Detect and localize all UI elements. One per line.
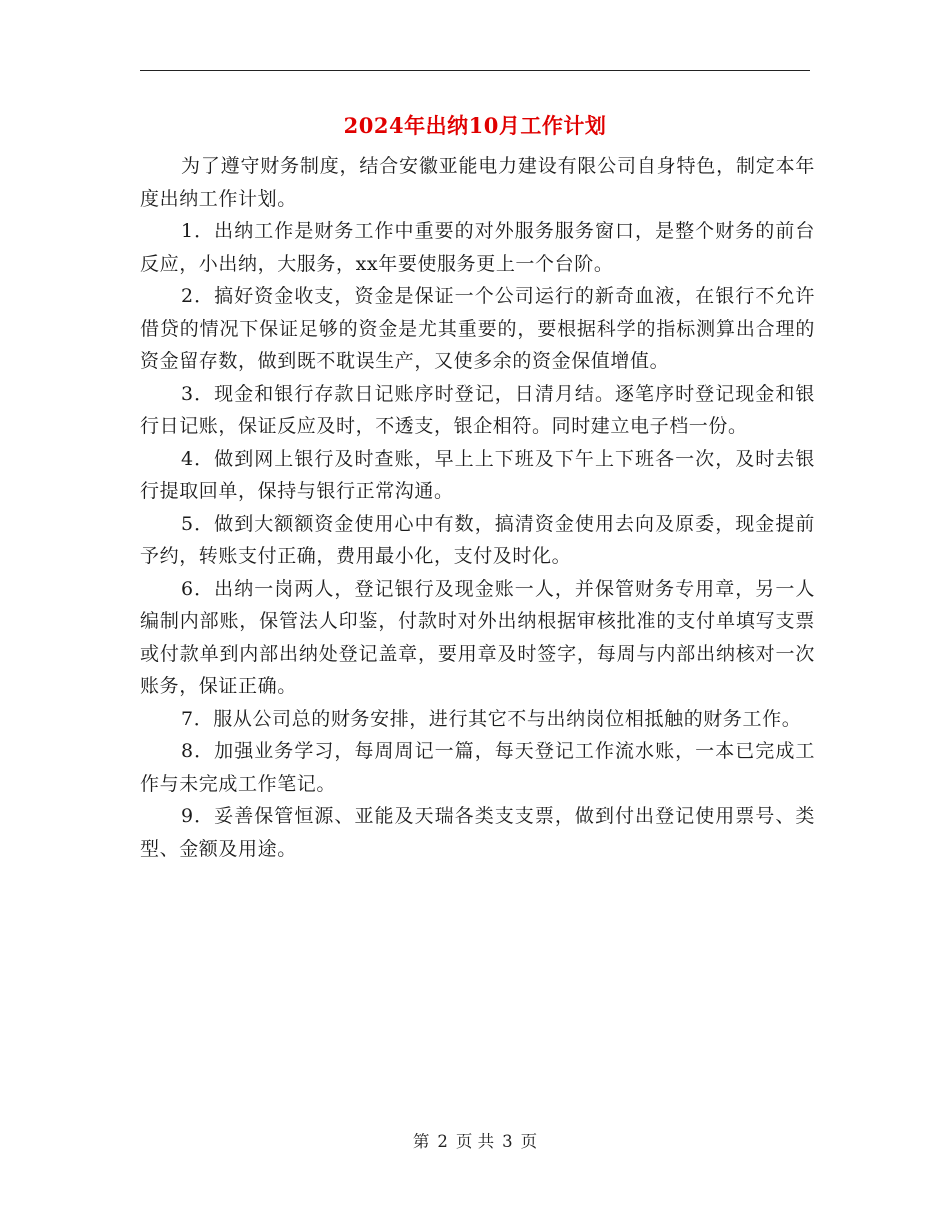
footer-current-page: 2 — [437, 1132, 448, 1151]
document-title: 2024年出纳10月工作计划 — [343, 113, 607, 138]
footer-suffix: 页 — [520, 1132, 538, 1151]
header-rule — [140, 70, 810, 71]
paragraph-item-7: 7．服从公司总的财务安排，进行其它不与出纳岗位相抵触的财务工作。 — [181, 707, 802, 730]
paragraph-intro: 为了遵守财务制度，结合安徽亚能电力建设有限公司自身特色，制定本年度出纳工作计划。 — [140, 155, 815, 210]
paragraph-item-1: 1．出纳工作是财务工作中重要的对外服务服务窗口，是整个财务的前台反应，小出纳，大服务，xx年要使服务更上一个台阶。 — [140, 220, 815, 275]
footer-prefix: 第 — [412, 1132, 430, 1151]
document-body — [140, 150, 815, 865]
paragraph-item-2: 2．搞好资金收支，资金是保证一个公司运行的新奇血液，在银行不允许借贷的情况下保证足够的资金是尤其重要的，要根据科学的指标测算出合理的资金留存数，做到既不耽误生产，又使多余的资金保值增值。 — [140, 285, 815, 372]
paragraph-item-6: 6．出纳一岗两人，登记银行及现金账一人，并保管财务专用章，另一人编制内部账，保管法人印鉴，付款时对外出纳根据审核批准的支付单填写支票或付款单到内部出纳处登记盖章，要用章及时签字，每周与内部出纳核对一次账务，保证正确。 — [140, 577, 815, 697]
paragraph-item-5: 5．做到大额额资金使用心中有数，搞清资金使用去向及原委，现金提前予约，转账支付正确，费用最小化，支付及时化。 — [140, 512, 815, 567]
paragraph-item-3: 3．现金和银行存款日记账序时登记，日清月结。逐笔序时登记现金和银行日记账，保证反应及时，不透支，银企相符。同时建立电子档一份。 — [140, 382, 815, 437]
paragraph-item-8: 8．加强业务学习，每周周记一篇，每天登记工作流水账，一本已完成工作与未完成工作笔记。 — [140, 740, 815, 795]
footer-total-pages: 3 — [502, 1132, 513, 1151]
paragraph-item-9: 9．妥善保管恒源、亚能及天瑞各类支支票，做到付出登记使用票号、类型、金额及用途。 — [140, 805, 815, 860]
paragraph-item-4: 4．做到网上银行及时查账，早上上下班及下午上下班各一次，及时去银行提取回单，保持与银行正常沟通。 — [140, 447, 815, 502]
page-footer — [0, 1128, 950, 1152]
footer-mid: 页 共 — [455, 1132, 495, 1151]
